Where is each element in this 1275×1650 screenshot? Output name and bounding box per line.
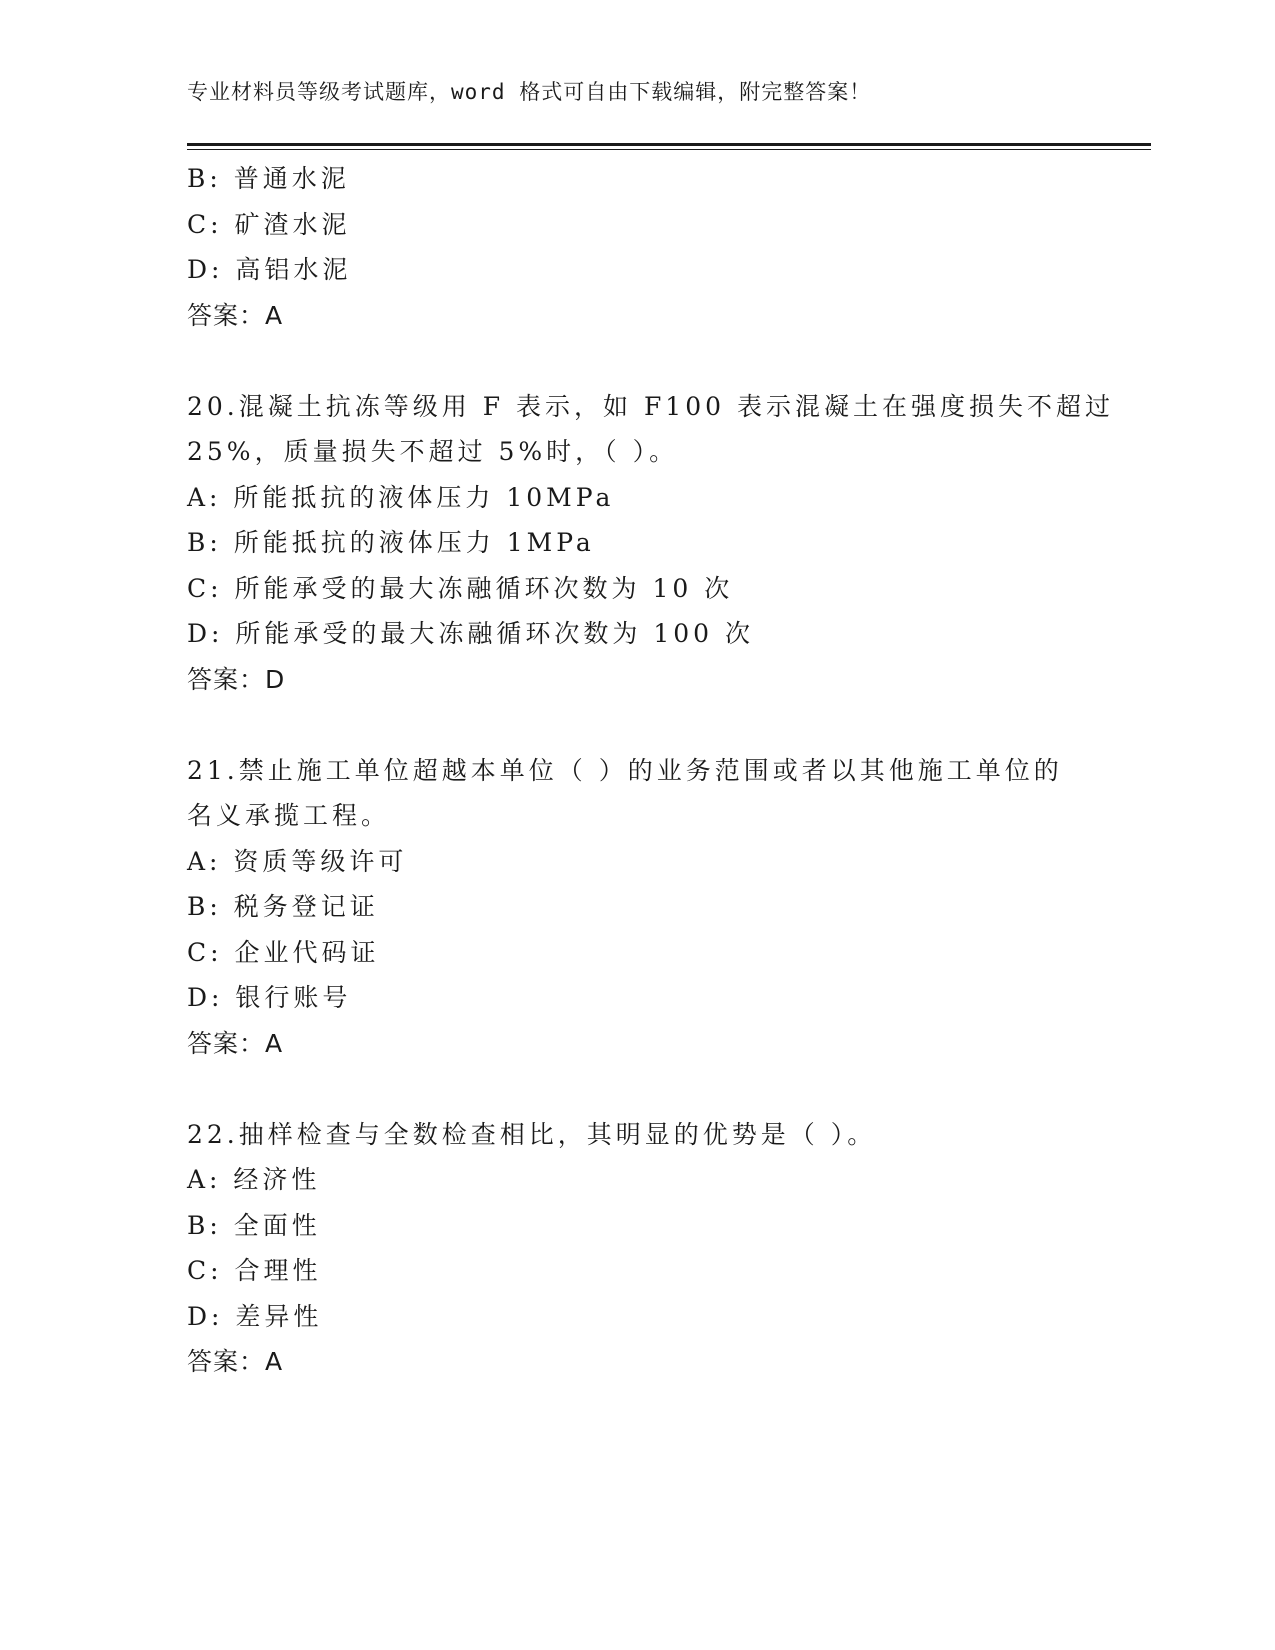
page-header: 专业材料员等级考试题库，word 格式可自由下载编辑，附完整答案！ [187,80,872,104]
option-b: B: 普通水泥 [187,164,350,193]
question-stem-line: 21.禁止施工单位超越本单位（ ）的业务范围或者以其他施工单位的 [187,755,1063,785]
answer-line: 答案：A [187,1028,284,1058]
option-c: C: 企业代码证 [187,937,380,967]
question-stem-line: 20.混凝土抗冻等级用 F 表示，如 F100 表示混凝土在强度损失不超过 [187,391,1114,421]
spacer [187,338,1087,384]
option-c: C: 所能承受的最大冻融循环次数为 10 次 [187,573,734,603]
option-a: A: 所能抵抗的液体压力 10MPa [187,482,615,512]
header-rule-thick [187,143,1151,146]
question-22 [187,1112,1087,1385]
answer-line: 答案：A [187,300,284,330]
option-d: D: 差异性 [187,1301,323,1331]
option-a: A: 资质等级许可 [187,846,408,876]
question-stem-line: 名义承揽工程。 [187,801,391,830]
option-b: B: 所能抵抗的液体压力 1MPa [187,528,595,557]
spacer [187,1066,1087,1112]
header-rule-thin [187,149,1151,150]
option-b: B: 全面性 [187,1210,321,1240]
answer-line: 答案：A [187,1347,284,1376]
option-d: D: 所能承受的最大冻融循环次数为 100 次 [187,619,755,648]
question-19-continuation [187,156,1087,338]
question-21 [187,748,1087,1067]
question-20 [187,384,1114,703]
spacer [187,702,1087,748]
option-c: C: 矿渣水泥 [187,209,351,239]
question-stem-line: 22.抽样检查与全数检查相比，其明显的优势是（ ）。 [187,1119,877,1149]
option-d: D: 高铝水泥 [187,255,352,284]
question-stem-line: 25%，质量损失不超过 5%时，（ ）。 [187,437,679,466]
question-content [187,156,1114,1385]
option-c: C: 合理性 [187,1256,322,1285]
option-b: B: 税务登记证 [187,892,379,921]
answer-line: 答案：D [187,664,286,694]
option-a: A: 经济性 [187,1165,321,1194]
option-d: D: 银行账号 [187,983,352,1012]
